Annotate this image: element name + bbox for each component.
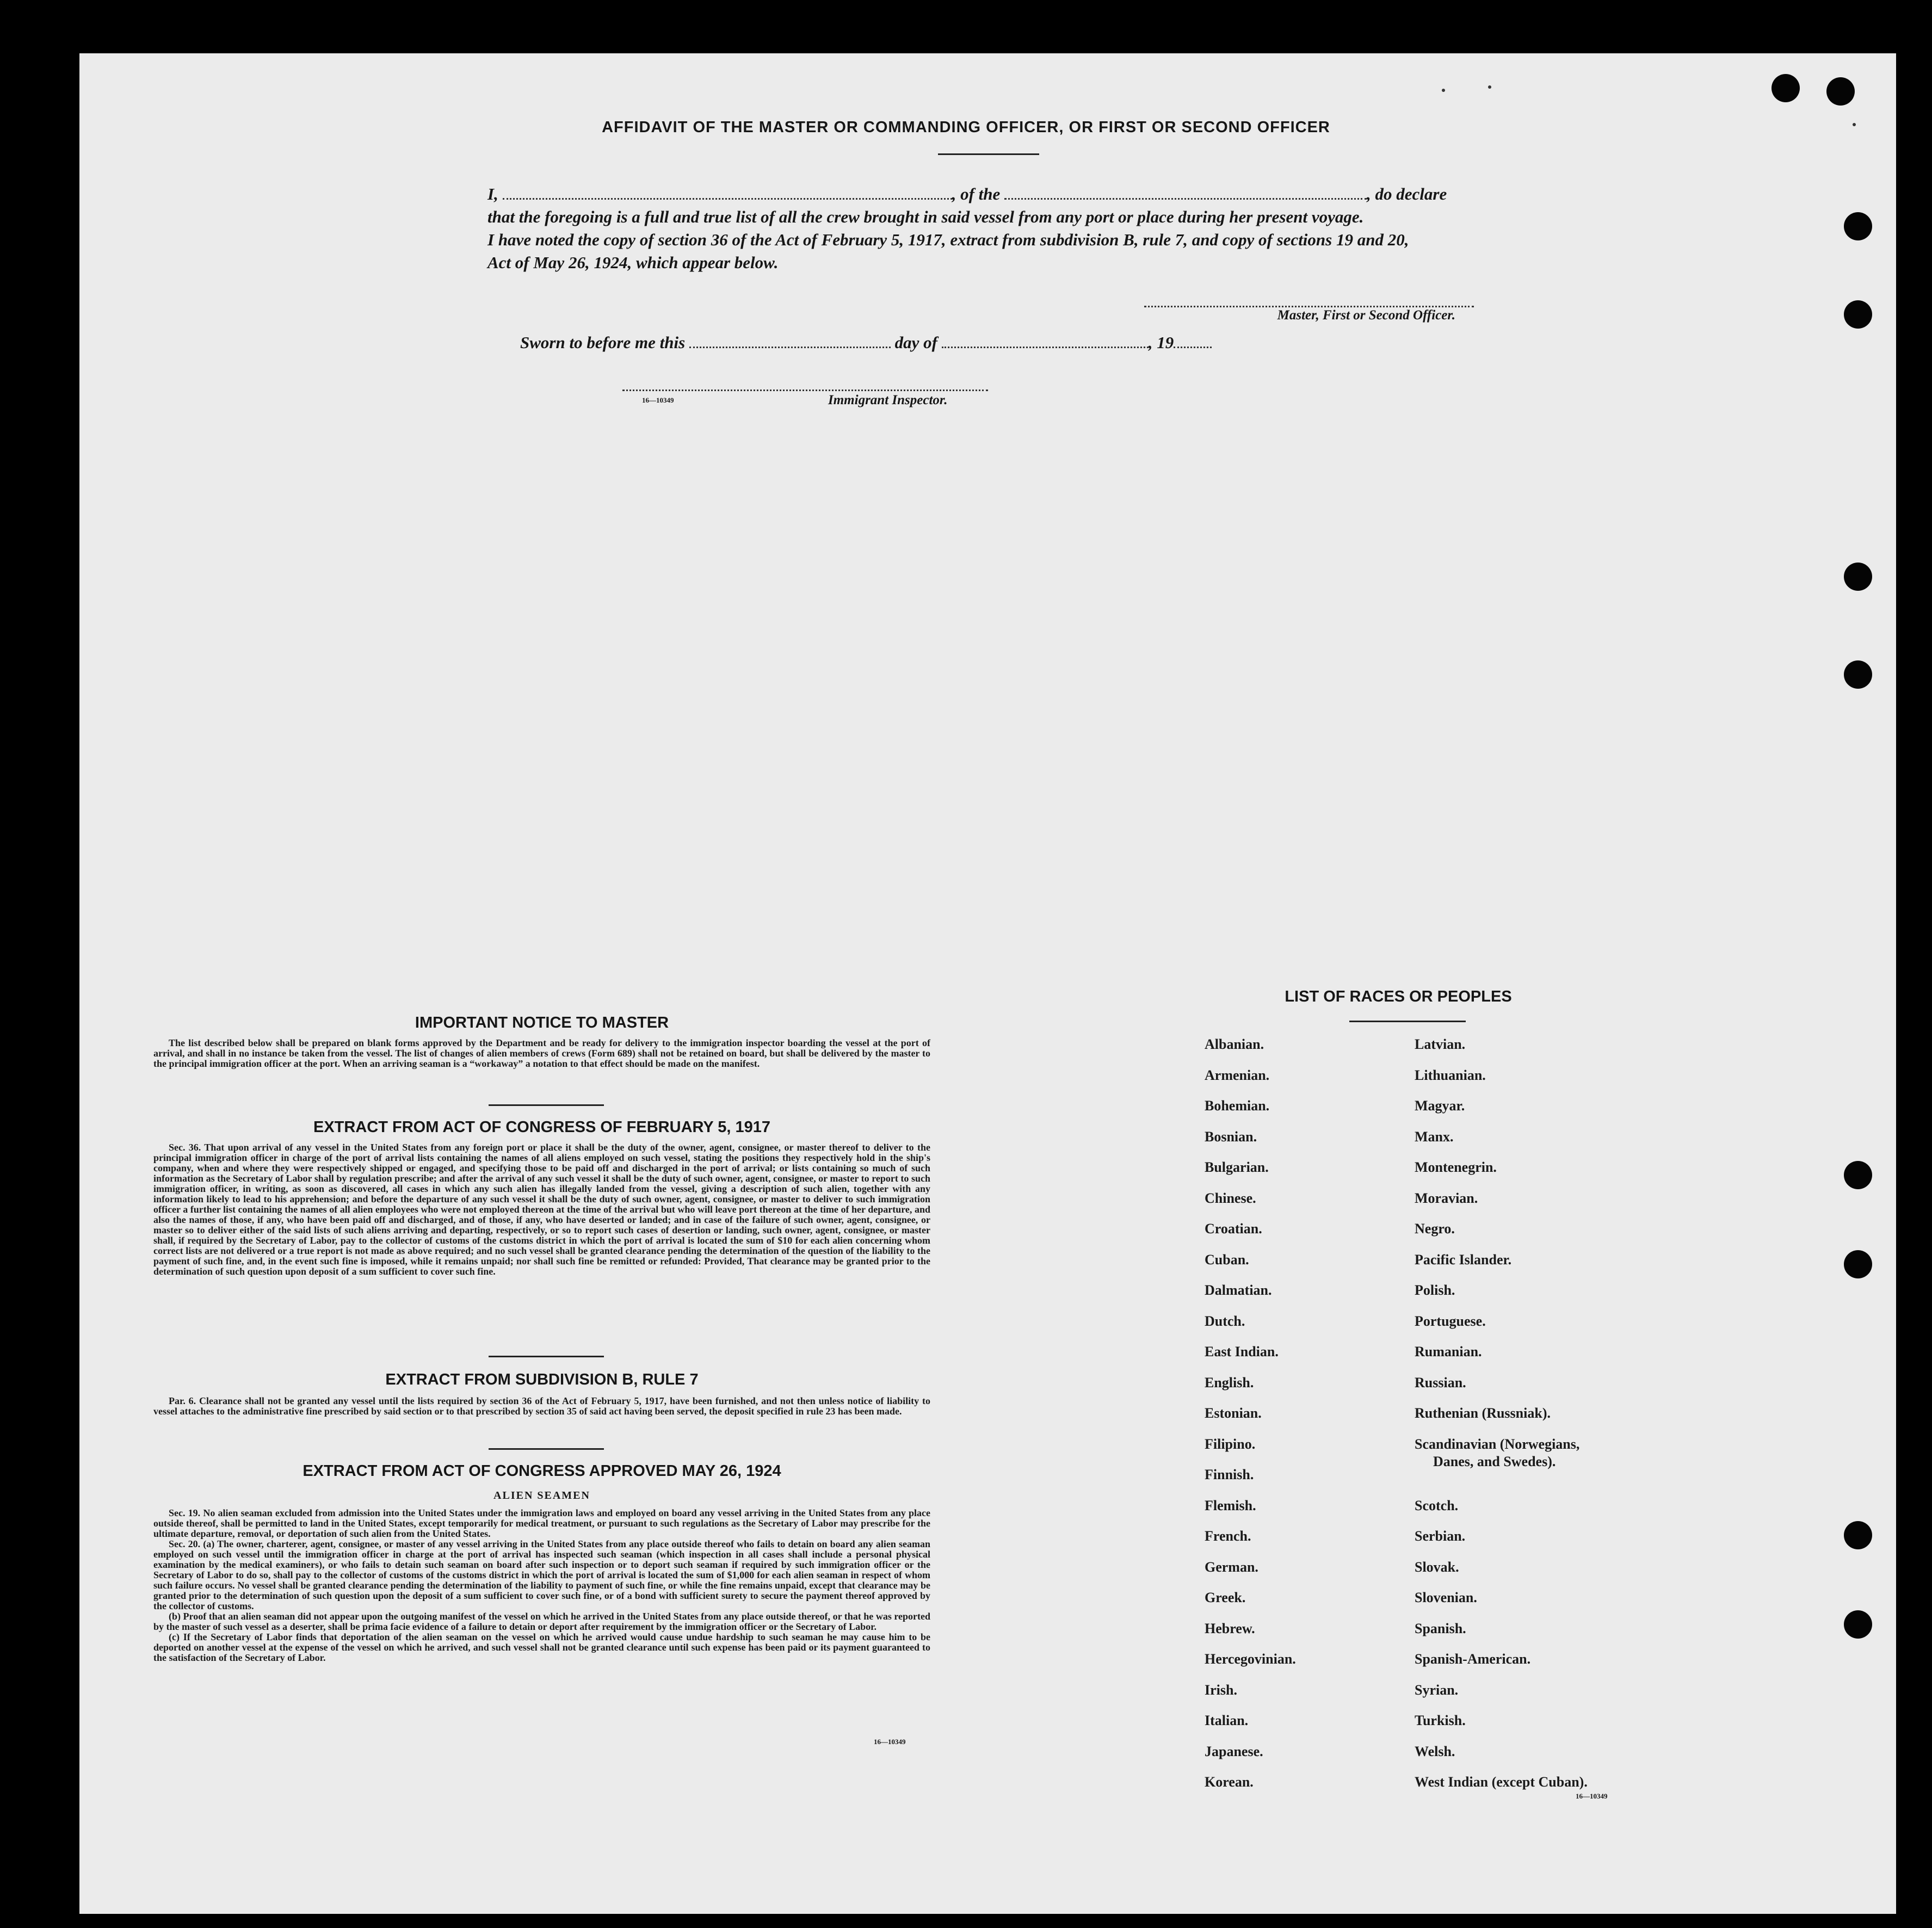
punch-hole	[1844, 300, 1872, 329]
race-item: Portuguese.	[1415, 1313, 1486, 1329]
extract-1917-text	[153, 1142, 930, 1277]
race-item: West Indian (except Cuban).	[1415, 1774, 1588, 1790]
extract-1924-text	[153, 1508, 930, 1663]
section-rule	[489, 1356, 604, 1357]
race-item: Flemish.	[1205, 1497, 1256, 1513]
race-item: Syrian.	[1415, 1682, 1459, 1698]
affidavit-i: I,	[487, 184, 498, 203]
day-of-text: day of	[894, 333, 937, 352]
race-item: Dalmatian.	[1205, 1282, 1272, 1298]
race-item: Negro.	[1415, 1221, 1455, 1237]
year-text: , 19	[1148, 333, 1174, 352]
race-item: Bohemian.	[1205, 1098, 1270, 1114]
race-item: Latvian.	[1415, 1036, 1466, 1052]
sworn-day-blank[interactable]	[689, 333, 891, 348]
race-item: Estonian.	[1205, 1405, 1262, 1421]
sworn-text: Sworn to before me this	[520, 333, 686, 352]
race-item: Korean.	[1205, 1774, 1254, 1790]
punch-hole	[1844, 1521, 1872, 1549]
inspector-label: Immigrant Inspector.	[828, 393, 948, 407]
race-item: French.	[1205, 1528, 1251, 1544]
punch-hole	[1844, 660, 1872, 689]
extract-rule7-text	[153, 1396, 930, 1417]
races-title: LIST OF RACES OR PEOPLES	[1285, 988, 1512, 1005]
race-item: Hebrew.	[1205, 1620, 1255, 1636]
notice-title: IMPORTANT NOTICE TO MASTER	[415, 1014, 669, 1031]
form-code: 16—10349	[642, 396, 674, 404]
master-signature-label: Master, First or Second Officer.	[1277, 308, 1455, 323]
form-code: 16—10349	[1576, 1792, 1608, 1800]
declare-text: , do declare	[1367, 184, 1447, 203]
race-item: Serbian.	[1415, 1528, 1466, 1544]
race-item: Chinese.	[1205, 1190, 1256, 1206]
form-code: 16—10349	[874, 1738, 906, 1746]
race-item: Slovak.	[1415, 1559, 1459, 1575]
race-item: Cuban.	[1205, 1251, 1249, 1268]
race-item: Montenegrin.	[1415, 1159, 1497, 1175]
race-item: Albanian.	[1205, 1036, 1264, 1052]
extract-1917-paragraph: Sec. 36. That upon arrival of any vessel in the United States from any foreign port or place it shall be the duty of the owner, agent, consignee, or master thereof to deliver to the principal immigration officer in charge of the port of arrival lists containing the names of all aliens employed on such vessel, stating the positions they respectively hold in the ship's company, when and where they were respectively shipped or engaged, and specifying those to be paid off and discharged in the port of arrival; or lists containing so much of such information as the Secretary of Labor shall by regulation prescribe; and after the arrival of any such vessel it shall be the duty of such owner, agent, consignee, or master to report to such immigration officer, in writing, as soon as discovered, all cases in which any such alien has illegally landed from the vessel, giving a description of such alien, together with any information likely to lead to his apprehension; and before the departure of any such vessel it shall be the duty of such owner, agent, consignee, or master to deliver to such immigration officer a further list containing the names of all alien employees who were not employed thereon at the time of the arrival but who will leave port thereon at the time of her departure, and also the names of those, if any, who have been paid off and discharged, and of those, if any, who have deserted or landed; and in case of the failure of such owner, agent, consignee, or master so to deliver either of the said lists of such aliens arriving and departing, respectively, or so to report such cases of desertion or landing, such owner, agent, consignee, or master shall, if required by the Secretary of Labor, pay to the collector of customs of the customs district in which the port of arrival is located the sum of $10 for each alien concerning whom correct lists are not delivered or a true report is not made as above required; and no such vessel shall be granted clearance pending the determination of the question of the liability to the payment of such fine, and, in the event such fine is imposed, while it remains unpaid; nor shall such fine be remitted or refunded: Provided, That clearance may be granted prior to the determination of such question upon deposit of a sum sufficient to cover such fine.	[153, 1142, 930, 1277]
name-blank[interactable]	[503, 185, 952, 200]
race-item: East Indian.	[1205, 1344, 1279, 1360]
race-item: Finnish.	[1205, 1467, 1254, 1482]
race-item: Magyar.	[1415, 1098, 1465, 1114]
sworn-month-blank[interactable]	[942, 333, 1149, 348]
punch-hole	[1844, 1161, 1872, 1189]
sec-20b-paragraph: (b) Proof that an alien seaman did not appear upon the outgoing manifest of the vessel on which he arrived in the United States from any place outside thereof, or that he was reported by the master of such vessel as a deserter, shall be prima facie evidence of a failure to detain or deport after requirement by the immigration officer or the Secretary of Labor.	[153, 1611, 930, 1632]
sec-19-paragraph: Sec. 19. No alien seaman excluded from admission into the United States under the immigration laws and employed on board any vessel arriving in the United States from any place outside thereof, shall be permitted to land in the United States, except temporarily for medical treatment, or pursuant to such regulations as the Secretary of Labor may prescribe for the ultimate departure, removal, or deportation of such alien from the United States.	[153, 1507, 930, 1539]
race-item: Italian.	[1205, 1713, 1249, 1728]
race-item: Danes, and Swedes).	[1433, 1453, 1556, 1469]
affidavit-line-3: I have noted the copy of section 36 of the Act of February 5, 1917, extract from subdivision B, rule 7, and copy of sections 19 and 20,	[487, 230, 1409, 249]
race-item: Japanese.	[1205, 1743, 1263, 1759]
affidavit-line-2: that the foregoing is a full and true list of all the crew brought in said vessel from any port or place during her present voyage.	[487, 207, 1364, 226]
race-item: Turkish.	[1415, 1713, 1466, 1728]
race-item: English.	[1205, 1374, 1254, 1391]
race-item: Dutch.	[1205, 1313, 1245, 1329]
section-rule	[489, 1104, 604, 1106]
race-item: Armenian.	[1205, 1067, 1270, 1083]
race-item: Rumanian.	[1415, 1344, 1482, 1360]
races-rule	[1349, 1021, 1466, 1022]
sec-20c-paragraph: (c) If the Secretary of Labor finds that deportation of the alien seaman on the vessel on which he arrived would cause undue hardship to such seaman he may cause him to be deported on another vessel at the expense of the vessel on which he arrived, and such vessel shall not be granted clearance until such expense has been paid or its payment guaranteed to the satisfaction of the Secretary of Labor.	[153, 1632, 930, 1663]
race-item: Bosnian.	[1205, 1128, 1257, 1145]
punch-hole	[1844, 1250, 1872, 1278]
master-signature-line[interactable]	[1144, 306, 1474, 307]
affidavit-body	[487, 183, 1499, 274]
race-item: Hercegovinian.	[1205, 1651, 1296, 1667]
race-item: Pacific Islander.	[1415, 1251, 1512, 1268]
punch-hole	[1844, 1610, 1872, 1639]
title-rule	[938, 153, 1039, 155]
extract-rule7-title: EXTRACT FROM SUBDIVISION B, RULE 7	[385, 1371, 699, 1388]
race-item: German.	[1205, 1559, 1258, 1575]
race-item: Polish.	[1415, 1282, 1455, 1298]
alien-seamen-subtitle: ALIEN SEAMEN	[493, 1490, 590, 1501]
race-item: Irish.	[1205, 1682, 1237, 1698]
race-item: Filipino.	[1205, 1436, 1256, 1452]
race-item: Moravian.	[1415, 1190, 1478, 1206]
inspector-signature-line[interactable]	[622, 390, 988, 391]
extract-rule7-paragraph: Par. 6. Clearance shall not be granted any vessel until the lists required by section 36 of the Act of February 5, 1917, have been furnished, and not then unless notice of liability to vessel attaches to the administrative fine prescribed by said section or to that prescribed by section 35 of said act having been served, the deposit specified in rule 23 has been made.	[153, 1395, 930, 1417]
extract-1924-title: EXTRACT FROM ACT OF CONGRESS APPROVED MAY 26, 1924	[303, 1462, 781, 1480]
of-the-text: , of the	[952, 184, 1001, 203]
affidavit-line-1	[487, 183, 1499, 206]
extract-1917-title: EXTRACT FROM ACT OF CONGRESS OF FEBRUARY 5, 1917	[313, 1119, 771, 1136]
race-item: Manx.	[1415, 1128, 1454, 1145]
affidavit-title: AFFIDAVIT OF THE MASTER OR COMMANDING OFFICER, OR FIRST OR SECOND OFFICER	[602, 119, 1330, 136]
race-item: Scandinavian (Norwegians,	[1415, 1436, 1580, 1452]
ink-speck	[1488, 85, 1491, 89]
race-item: Spanish-American.	[1415, 1651, 1531, 1667]
race-item: Russian.	[1415, 1374, 1466, 1391]
punch-hole	[1844, 563, 1872, 591]
section-rule	[489, 1448, 604, 1450]
ink-speck	[1442, 89, 1445, 92]
race-item: Ruthenian (Russniak).	[1415, 1405, 1551, 1421]
race-item: Croatian.	[1205, 1221, 1262, 1237]
sworn-line	[520, 333, 1212, 353]
punch-hole	[1826, 77, 1855, 106]
notice-paragraph: The list described below shall be prepared on blank forms approved by the Department and be ready for delivery to the immigration inspector boarding the vessel at the port of arrival, and shall in no instance be taken from the vessel. The list of changes of alien members of crews (Form 689) shall not be retained on board, but shall be delivered by the master to the principal immigration officer at the port. When an arriving seaman is a “workaway” a notation to that effect should be made on the manifest.	[153, 1037, 930, 1069]
race-item: Greek.	[1205, 1590, 1246, 1605]
affidavit-line-4: Act of May 26, 1924, which appear below.	[487, 253, 779, 272]
punch-hole	[1844, 212, 1872, 240]
vessel-blank[interactable]	[1004, 185, 1367, 200]
race-item: Scotch.	[1415, 1497, 1459, 1513]
race-item: Spanish.	[1415, 1620, 1466, 1636]
punch-hole	[1771, 74, 1800, 102]
sworn-year-blank[interactable]	[1174, 333, 1212, 348]
sec-20a-paragraph: Sec. 20. (a) The owner, charterer, agent, consignee, or master of any vessel arriving in the United States from any place outside thereof who fails to detain on board any alien seaman employed on such vessel until the immigration officer in charge at the port of arrival has inspected such seaman (which inspection in all cases shall include a personal physical examination by the medical examiners), or who fails to detain such seaman on board after such inspection or to deport such seaman if required by such immigration officer or the Secretary of Labor to do so, shall pay to the collector of customs of the customs district in which the port of arrival is located the sum of $1,000 for each alien seaman in respect of whom such failure occurs. No vessel shall be granted clearance pending the determination of the liability to payment of such fine, or while the fine remains unpaid, except that clearance may be granted prior to the determination of such question upon the deposit of a sum sufficient to cover such fine, or of a bond with sufficient surety to secure the payment thereof approved by the collector of customs.	[153, 1538, 930, 1611]
race-item: Bulgarian.	[1205, 1159, 1269, 1175]
race-item: Lithuanian.	[1415, 1067, 1486, 1083]
race-item: Slovenian.	[1415, 1590, 1477, 1605]
notice-text	[153, 1038, 930, 1069]
race-item: Welsh.	[1415, 1743, 1455, 1759]
